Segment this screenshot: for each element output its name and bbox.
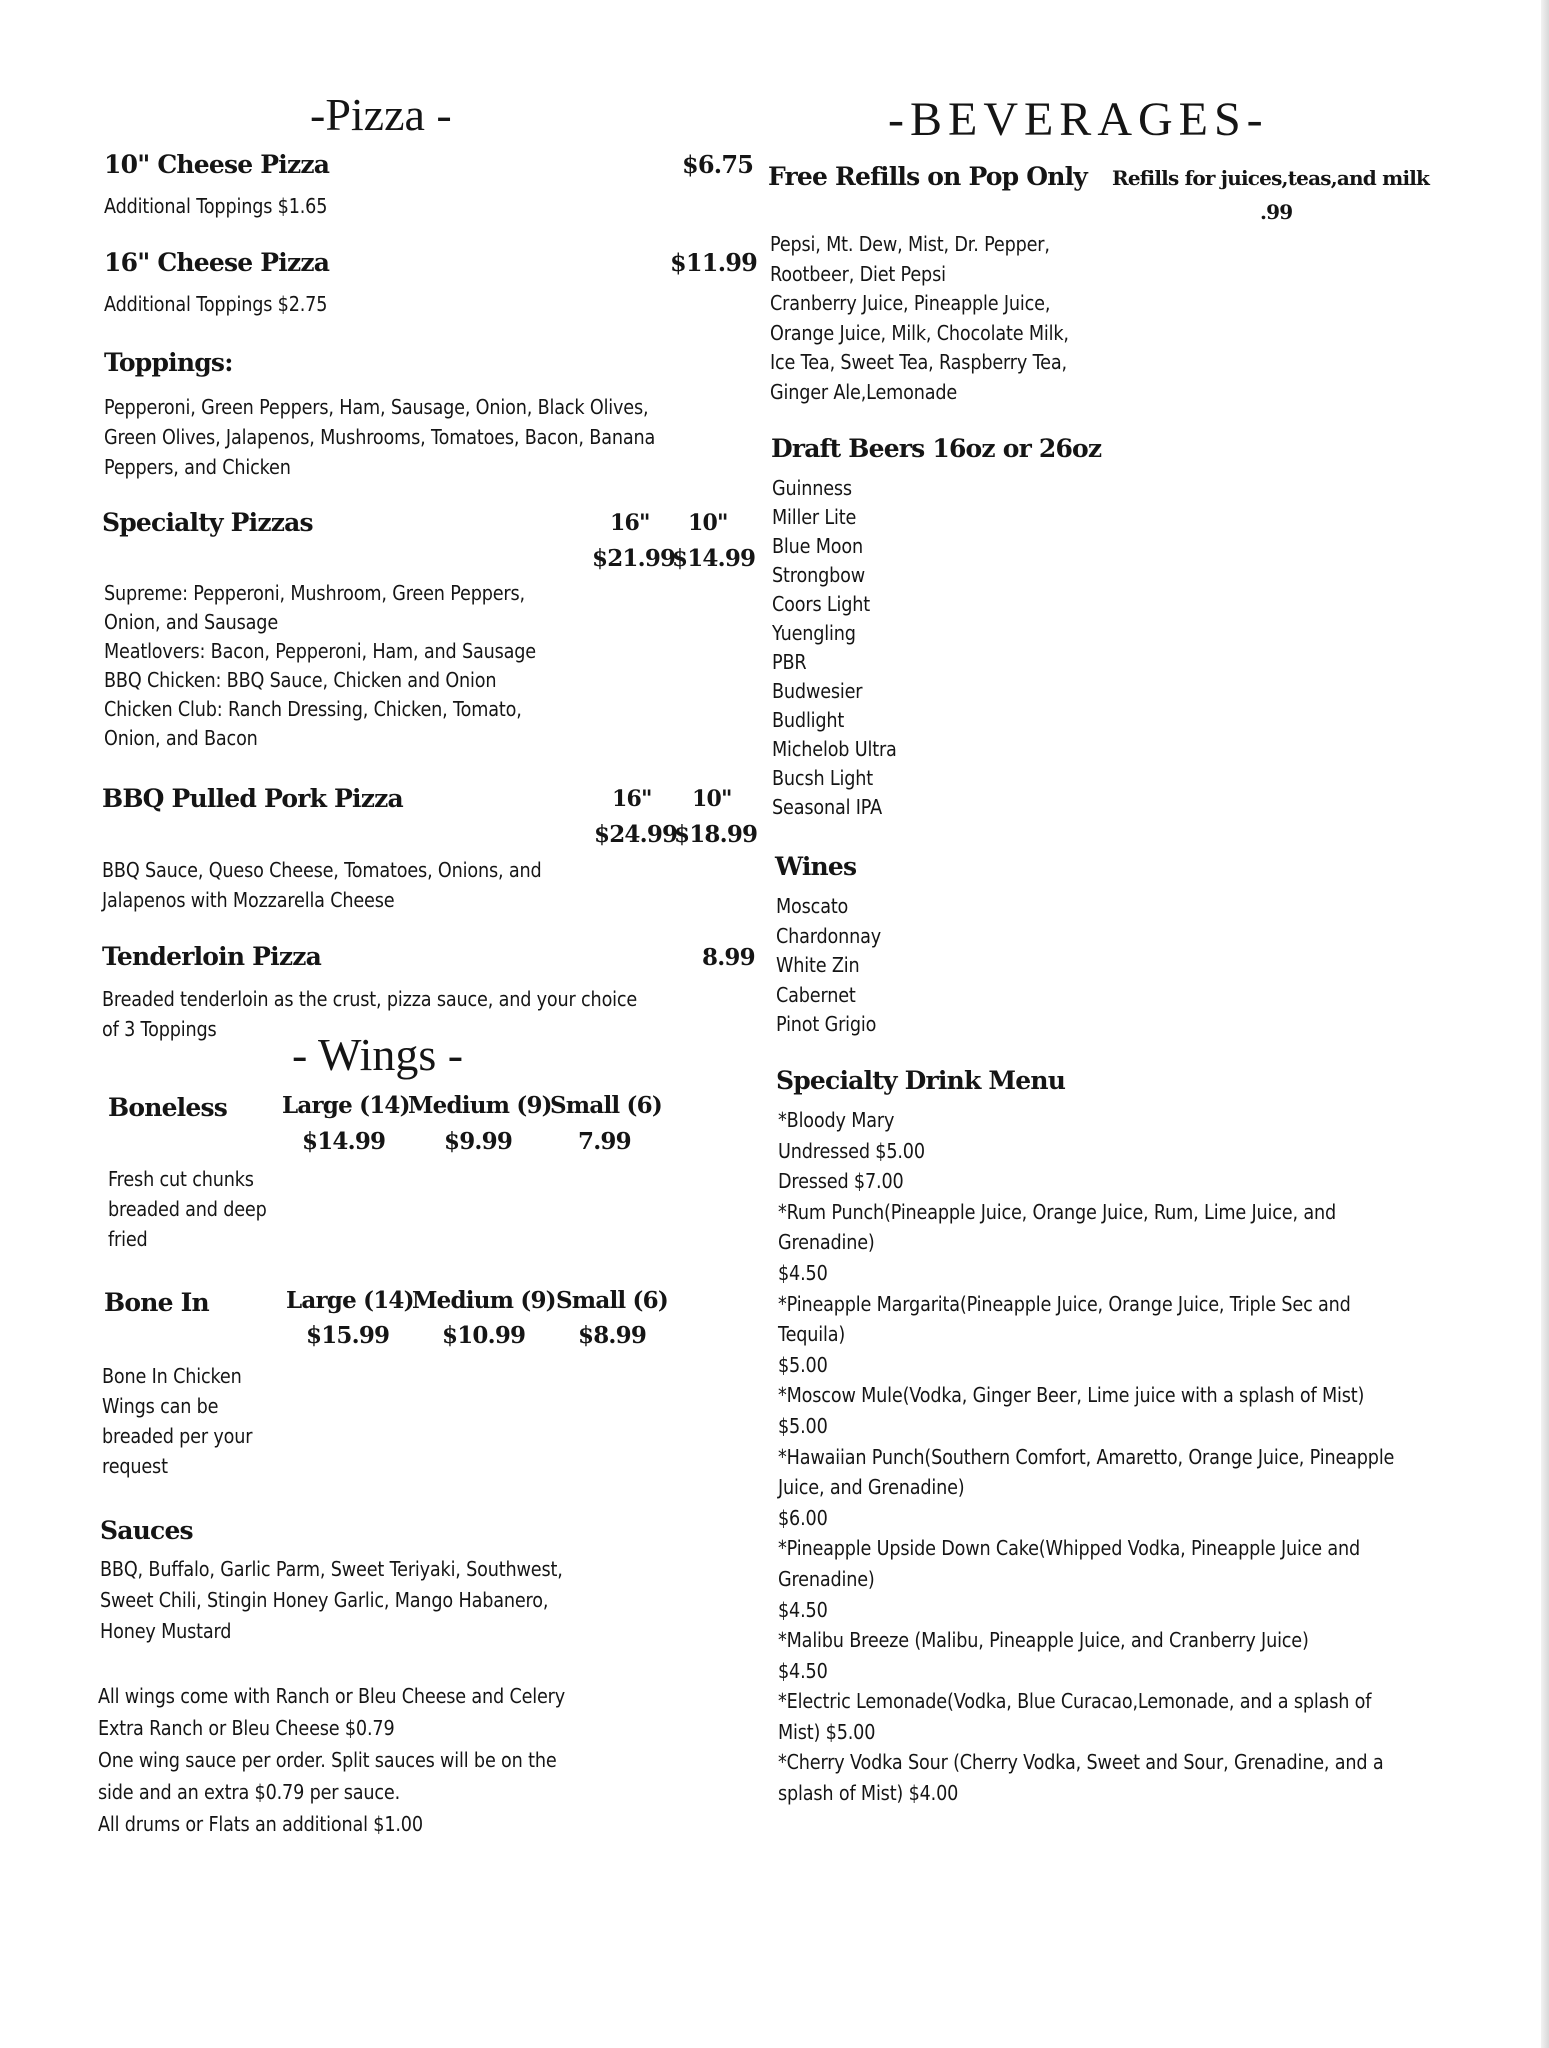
beer-item: Budwesier	[772, 679, 863, 703]
tenderloin-line: of 3 Toppings	[102, 1017, 217, 1041]
specialty-drink-line: splash of Mist) $4.00	[778, 1781, 959, 1806]
wings-note: Extra Ranch or Bleu Cheese $0.79	[98, 1716, 395, 1740]
draft-beers-title: Draft Beers 16oz or 26oz	[771, 434, 1102, 463]
drinks-line: Rootbeer, Diet Pepsi	[770, 261, 946, 286]
boneless-line: breaded and deep	[108, 1197, 267, 1221]
drinks-line: Pepsi, Mt. Dew, Mist, Dr. Pepper,	[770, 232, 1050, 256]
sauces-line: BBQ, Buffalo, Garlic Parm, Sweet Teriyaki, Southwest,	[100, 1557, 563, 1581]
specialty-drink-line: $5.00	[778, 1413, 828, 1438]
boneless-title: Boneless	[108, 1093, 228, 1122]
wine-item: Moscato	[776, 894, 849, 918]
bone-in-large-label: Large (14)	[286, 1287, 414, 1314]
boneless-large-price: $14.99	[302, 1128, 386, 1155]
beer-item: Budlight	[772, 708, 845, 732]
bone-in-large-price: $15.99	[306, 1322, 390, 1349]
beer-item: PBR	[772, 650, 807, 674]
specialty-drink-line: Grenadine)	[778, 1230, 875, 1255]
beverages-heading: -BEVERAGES-	[888, 93, 1269, 146]
toppings-list	[104, 392, 655, 482]
bone-in-small-label: Small (6)	[556, 1287, 668, 1314]
specialty-drink-line: $4.50	[778, 1260, 828, 1285]
beer-item: Strongbow	[772, 563, 865, 587]
specialty-price-10: $14.99	[672, 545, 756, 572]
page-edge-shadow	[1541, 0, 1549, 2048]
wings-note: One wing sauce per order. Split sauces will be on the	[98, 1748, 557, 1772]
specialty-drink-line: *Pineapple Margarita(Pineapple Juice, Orange Juice, Triple Sec and	[778, 1291, 1351, 1316]
specialty-price-16: $21.99	[592, 545, 676, 572]
bone-in-line: Wings can be	[102, 1394, 219, 1418]
specialty-drink-line: Undressed $5.00	[778, 1138, 925, 1163]
drinks-line: Ice Tea, Sweet Tea, Raspberry Tea,	[770, 350, 1067, 374]
tenderloin-line: Breaded tenderloin as the crust, pizza sauce, and your choice	[102, 987, 638, 1011]
wings-note: All drums or Flats an additional $1.00	[98, 1812, 423, 1836]
specialty-size-10: 10"	[688, 510, 728, 536]
sauces-line: Honey Mustard	[100, 1619, 232, 1643]
toppings-title: Toppings:	[104, 348, 233, 377]
wine-item: Chardonnay	[776, 923, 882, 948]
specialty-drink-line: *Bloody Mary	[778, 1108, 895, 1132]
drinks-line: Orange Juice, Milk, Chocolate Milk,	[770, 320, 1069, 345]
specialty-drink-line: *Cherry Vodka Sour (Cherry Vodka, Sweet and Sour, Grenadine, and a	[778, 1750, 1384, 1775]
toppings-line: Peppers, and Chicken	[104, 455, 291, 479]
sauces-line: Sweet Chili, Stingin Honey Garlic, Mango Habanero,	[100, 1588, 549, 1612]
cheese-10-note: Additional Toppings $1.65	[104, 194, 328, 218]
wings-note: All wings come with Ranch or Bleu Cheese and Celery	[98, 1684, 566, 1708]
specialty-drink-line: $4.50	[778, 1597, 828, 1622]
drinks-line: Cranberry Juice, Pineapple Juice,	[770, 291, 1051, 315]
toppings-line: Green Olives, Jalapenos, Mushrooms, Tomatoes, Bacon, Banana	[104, 425, 656, 449]
wings-note: side and an extra $0.79 per sauce.	[98, 1780, 401, 1804]
specialty-pizzas-title: Specialty Pizzas	[102, 508, 313, 537]
specialty-drink-line: *Hawaiian Punch(Southern Comfort, Amaretto, Orange Juice, Pineapple	[778, 1444, 1395, 1469]
specialty-drink-line: Mist) $5.00	[778, 1719, 876, 1744]
tenderloin-title: Tenderloin Pizza	[102, 942, 322, 971]
specialty-line: Onion, and Sausage	[104, 610, 278, 634]
draft-beers-list	[772, 474, 897, 822]
bone-in-title: Bone In	[104, 1288, 209, 1317]
boneless-medium-label: Medium (9)	[408, 1092, 552, 1119]
cheese-10-title: 10" Cheese Pizza	[104, 150, 330, 179]
sauces-list	[100, 1554, 563, 1647]
bone-in-description	[102, 1361, 252, 1481]
bbq-pork-price-10: $18.99	[674, 821, 758, 848]
bbq-pork-line: BBQ Sauce, Queso Cheese, Tomatoes, Onions, and	[102, 858, 542, 882]
beer-item: Seasonal IPA	[772, 795, 882, 819]
beer-item: Blue Moon	[772, 534, 864, 558]
specialty-drinks-list	[778, 1105, 1394, 1809]
bone-in-line: breaded per your	[102, 1424, 253, 1448]
boneless-small-price: 7.99	[578, 1128, 631, 1155]
specialty-drink-line: *Rum Punch(Pineapple Juice, Orange Juice, Rum, Lime Juice, and	[778, 1199, 1337, 1224]
specialty-drink-line: *Pineapple Upside Down Cake(Whipped Vodka, Pineapple Juice and	[778, 1536, 1361, 1561]
bbq-pork-size-16: 16"	[612, 786, 652, 812]
cheese-16-price: $11.99	[670, 248, 758, 277]
specialty-line: Meatlovers: Bacon, Pepperoni, Ham, and Sausage	[104, 639, 536, 663]
specialty-drink-line: *Electric Lemonade(Vodka, Blue Curacao,Lemonade, and a splash of	[778, 1689, 1372, 1714]
refills-price: .99	[1260, 200, 1293, 224]
sauces-title: Sauces	[100, 1516, 193, 1545]
specialty-drink-line: $5.00	[778, 1352, 828, 1377]
drinks-list	[770, 230, 1069, 407]
pizza-heading: -Pizza -	[310, 89, 452, 140]
wines-list	[776, 892, 881, 1040]
specialty-drink-line: Juice, and Grenadine)	[778, 1475, 965, 1500]
bone-in-medium-label: Medium (9)	[412, 1287, 556, 1314]
refills-title: Free Refills on Pop Only	[768, 162, 1088, 191]
specialty-drink-line: *Moscow Mule(Vodka, Ginger Beer, Lime juice with a splash of Mist)	[778, 1383, 1365, 1408]
boneless-small-label: Small (6)	[550, 1092, 662, 1119]
wine-item: Cabernet	[776, 982, 856, 1007]
specialty-line: Supreme: Pepperoni, Mushroom, Green Peppers,	[104, 581, 525, 605]
bbq-pork-line: Jalapenos with Mozzarella Cheese	[102, 888, 395, 912]
specialty-drink-line: $4.50	[778, 1658, 828, 1683]
boneless-line: Fresh cut chunks	[108, 1167, 254, 1191]
cheese-16-note: Additional Toppings $2.75	[104, 292, 328, 316]
wings-heading: - Wings -	[292, 1029, 464, 1080]
specialty-drink-line: Tequila)	[778, 1322, 846, 1347]
specialty-drink-line: Grenadine)	[778, 1566, 875, 1591]
bbq-pork-price-16: $24.99	[594, 821, 678, 848]
wine-item: White Zin	[776, 953, 860, 977]
boneless-line: fried	[108, 1227, 148, 1251]
boneless-medium-price: $9.99	[444, 1128, 513, 1155]
wings-notes	[98, 1680, 565, 1840]
bbq-pork-description	[102, 855, 542, 915]
bone-in-small-price: $8.99	[578, 1322, 647, 1349]
boneless-large-label: Large (14)	[282, 1092, 410, 1119]
bone-in-line: request	[102, 1454, 168, 1478]
beer-item: Michelob Ultra	[772, 737, 897, 761]
tenderloin-price: 8.99	[702, 944, 755, 971]
beer-item: Miller Lite	[772, 505, 857, 529]
specialty-drink-line: Dressed $7.00	[778, 1169, 904, 1194]
bbq-pork-title: BBQ Pulled Pork Pizza	[102, 784, 403, 813]
beer-item: Yuengling	[772, 621, 856, 645]
specialty-line: Chicken Club: Ranch Dressing, Chicken, Tomato,	[104, 697, 522, 721]
beer-item: Guinness	[772, 476, 852, 500]
wine-item: Pinot Grigio	[776, 1012, 877, 1036]
beer-item: Coors Light	[772, 592, 871, 616]
refills-other: Refills for juices,teas,and milk	[1112, 166, 1430, 190]
specialty-drinks-title: Specialty Drink Menu	[776, 1066, 1066, 1095]
bone-in-line: Bone In Chicken	[102, 1364, 242, 1388]
wines-title: Wines	[775, 852, 857, 881]
beer-item: Bucsh Light	[772, 766, 874, 790]
specialty-descriptions	[104, 579, 536, 753]
specialty-size-16: 16"	[610, 510, 650, 536]
drinks-line: Ginger Ale,Lemonade	[770, 379, 958, 404]
specialty-line: Onion, and Bacon	[104, 726, 258, 750]
bone-in-medium-price: $10.99	[442, 1322, 526, 1349]
toppings-line: Pepperoni, Green Peppers, Ham, Sausage, Onion, Black Olives,	[104, 395, 649, 419]
boneless-description	[108, 1164, 267, 1254]
cheese-10-price: $6.75	[682, 150, 754, 179]
specialty-line: BBQ Chicken: BBQ Sauce, Chicken and Onion	[104, 668, 497, 692]
cheese-16-title: 16" Cheese Pizza	[104, 248, 330, 277]
specialty-drink-line: *Malibu Breeze (Malibu, Pineapple Juice, and Cranberry Juice)	[778, 1628, 1309, 1653]
specialty-drink-line: $6.00	[778, 1505, 828, 1530]
bbq-pork-size-10: 10"	[692, 786, 732, 812]
